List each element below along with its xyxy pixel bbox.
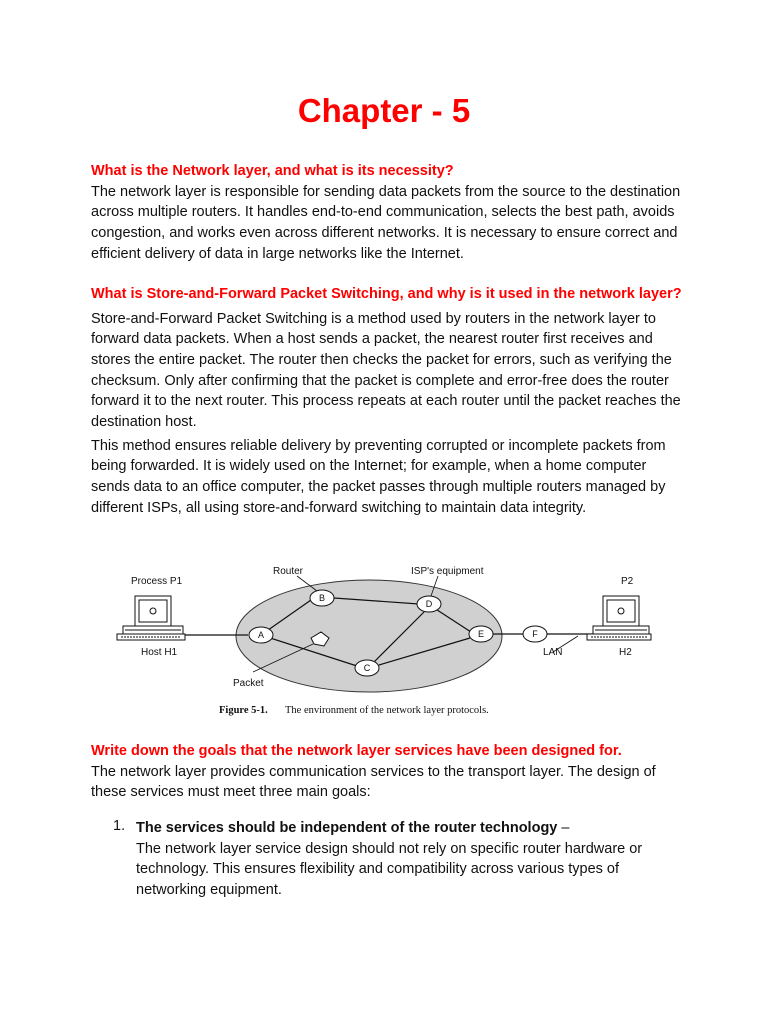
node-label-c: C — [363, 663, 371, 673]
router-a — [249, 627, 273, 643]
node-label-d: D — [425, 599, 433, 609]
chapter-title: Chapter - 5 — [297, 92, 471, 129]
answer-paragraph: Store-and-Forward Packet Switching is a method used by routers in the network layer to forward data packets. When a host sends a packet, the nearest router first receives and stores the entire packet. The router then checks the packet for errors, such as verifying the checksum. Only after confirming that the packet is complete and error-free does the router forward it to the next router. This process repeats at each router until the packet reaches the destination host. — [91, 310, 681, 431]
p2-label: P2 — [621, 576, 634, 587]
answer-paragraph: The network layer is responsible for sending data packets from the source to the destination across multiple routers. It handles end-to-end communication, selects the best path, avoids congestion, and works even across different networks. It is necessary to ensure correct and efficient delivery of data in large networks like the Internet. — [91, 183, 681, 262]
h2-label: H2 — [619, 647, 632, 658]
question-heading: Write down the goals that the network layer services have been designed for. — [91, 743, 622, 759]
goal-title: The services should be independent of the router technology — [136, 820, 558, 836]
goal-text: The network layer service design should not rely on specific router hardware or technology. This ensures flexibility and compatibility across various types of networking equipment. — [136, 840, 643, 899]
router-f — [523, 626, 547, 642]
goal-dash: – — [557, 820, 570, 836]
node-label-f: F — [532, 629, 538, 639]
figure-caption-number: Figure 5-1. — [219, 705, 268, 716]
lan-label: LAN — [543, 647, 563, 658]
router-c — [355, 660, 379, 676]
router-d — [417, 596, 441, 612]
question-heading: What is the Network layer, and what is its necessity? — [91, 163, 454, 179]
goal-number: 1. — [113, 818, 126, 834]
router-e — [469, 626, 493, 642]
figure-caption-text: The environment of the network layer protocols. — [285, 705, 489, 716]
section-store-forward — [91, 284, 683, 519]
router-label: Router — [273, 566, 304, 577]
router-b — [310, 590, 334, 606]
answer-paragraph: This method ensures reliable delivery by preventing corrupted or incomplete packets from being forwarded. It is widely used on the Internet; for example, when a home computer sends data to an office computer, the packet passes through multiple routers managed by different ISPs, all using store-and-forward switching to maintain data integrity. — [91, 437, 666, 516]
section-goals — [91, 741, 683, 803]
packet-label: Packet — [233, 678, 264, 689]
process-p1-label: Process P1 — [131, 576, 183, 587]
isp-label: ISP's equipment — [411, 566, 484, 577]
node-label-e: E — [477, 629, 485, 639]
host-h1-label: Host H1 — [141, 647, 178, 658]
network-figure — [113, 560, 653, 720]
node-label-a: A — [257, 630, 265, 640]
node-label-b: B — [318, 593, 326, 603]
section-network-layer — [91, 161, 683, 264]
host-h2-computer-icon — [587, 596, 651, 640]
question-heading: What is Store-and-Forward Packet Switching, and why is it used in the network layer? — [91, 286, 682, 302]
host-h1-computer-icon — [117, 596, 185, 640]
answer-paragraph: The network layer provides communication services to the transport layer. The design of these services must meet three main goals: — [91, 763, 656, 801]
